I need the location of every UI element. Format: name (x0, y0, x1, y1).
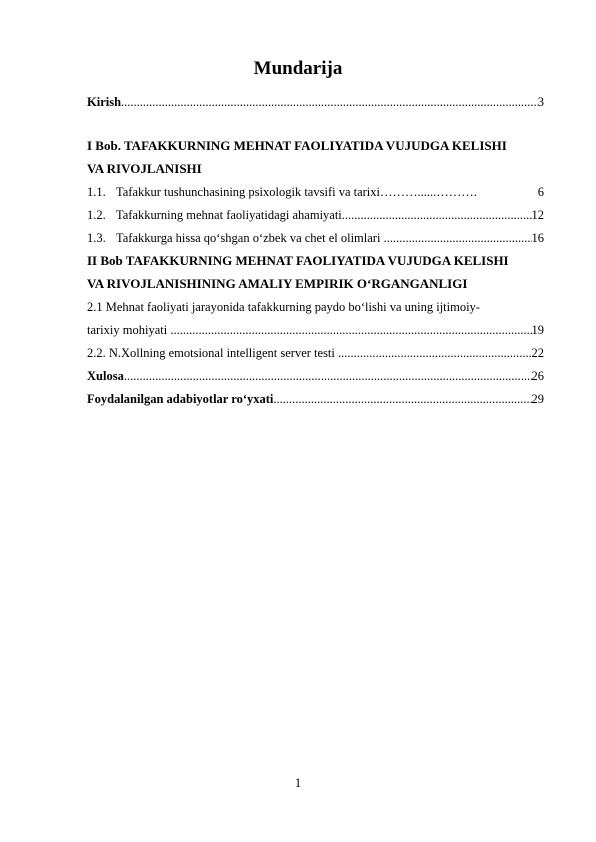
toc-page-number: 19 (531, 323, 544, 337)
toc-entry-label: tarixiy mohiyati (87, 323, 171, 337)
toc-dot-leader (170, 322, 531, 338)
chapter-1-heading-line-2[interactable]: VA RIVOJLANISHI (87, 161, 202, 176)
toc-entry-kirish[interactable] (87, 94, 544, 110)
toc-entry-label: Kirish (87, 95, 122, 109)
chapter-2-heading-line-2[interactable]: VA RIVOJLANISHINING AMALIY EMPIRIK O‘RGANGANLIGI (87, 276, 468, 291)
toc-entry-2-1-line-1[interactable]: 2.1 Mehnat faoliyati jarayonida tafakkurning paydo bo‘lishi va uning ijtimoiy- (87, 300, 480, 314)
toc-entry-2-2[interactable] (87, 345, 544, 361)
toc-page-number: 26 (531, 369, 544, 383)
toc-entry-label: Tafakkurga hissa qo‘shgan o‘zbek va chet el olimlari (116, 231, 384, 245)
toc-dot-leader: ………......………. (380, 185, 477, 199)
toc-section-number: 1.3. (87, 231, 106, 245)
toc-section-number: 1.1. (87, 185, 106, 199)
toc-section-number: 1.2. (87, 208, 106, 222)
toc-dot-leader (121, 94, 538, 110)
toc-dot-leader (342, 207, 532, 223)
toc-entry-1-3[interactable] (87, 230, 544, 246)
toc-dot-leader (384, 230, 532, 246)
page-number: 1 (294, 776, 302, 790)
chapter-2-heading-line-1[interactable]: II Bob TAFAKKURNING MEHNAT FAOLIYATIDA VUJUDGA KELISHI (87, 253, 509, 268)
toc-dot-leader (124, 368, 532, 384)
chapter-1-heading-line-1[interactable]: I Bob. TAFAKKURNING MEHNAT FAOLIYATIDA VUJUDGA KELISHI (87, 138, 507, 153)
toc-dot-leader (338, 345, 531, 361)
page-title: Mundarija (253, 58, 343, 79)
toc-entry-2-1[interactable] (87, 322, 544, 338)
toc-entry-label: Tafakkur tushunchasining psixologik tavsifi va tarixi (116, 185, 381, 199)
toc-entry-adabiyotlar[interactable] (87, 391, 544, 407)
toc-entry-label: Foydalanilgan adabiyotlar ro‘yxati (87, 392, 274, 406)
toc-page-number: 22 (531, 346, 544, 360)
toc-dot-leader (273, 391, 531, 407)
toc-page-number: 3 (537, 95, 544, 109)
toc-page-number: 29 (531, 392, 544, 406)
toc-entry-xulosa[interactable] (87, 368, 544, 384)
toc-entry-1-1[interactable] (87, 184, 544, 200)
toc-page-number: 16 (531, 231, 544, 245)
toc-entry-label: Xulosa (87, 369, 124, 383)
toc-page-number: 12 (531, 208, 544, 222)
toc-entry-label: 2.2. N.Xollning emotsional intelligent server testi (87, 346, 339, 360)
toc-page-number: 6 (537, 185, 544, 199)
toc-entry-label: Tafakkurning mehnat faoliyatidagi ahamiyati (116, 208, 342, 222)
toc-entry-1-2[interactable] (87, 207, 544, 223)
